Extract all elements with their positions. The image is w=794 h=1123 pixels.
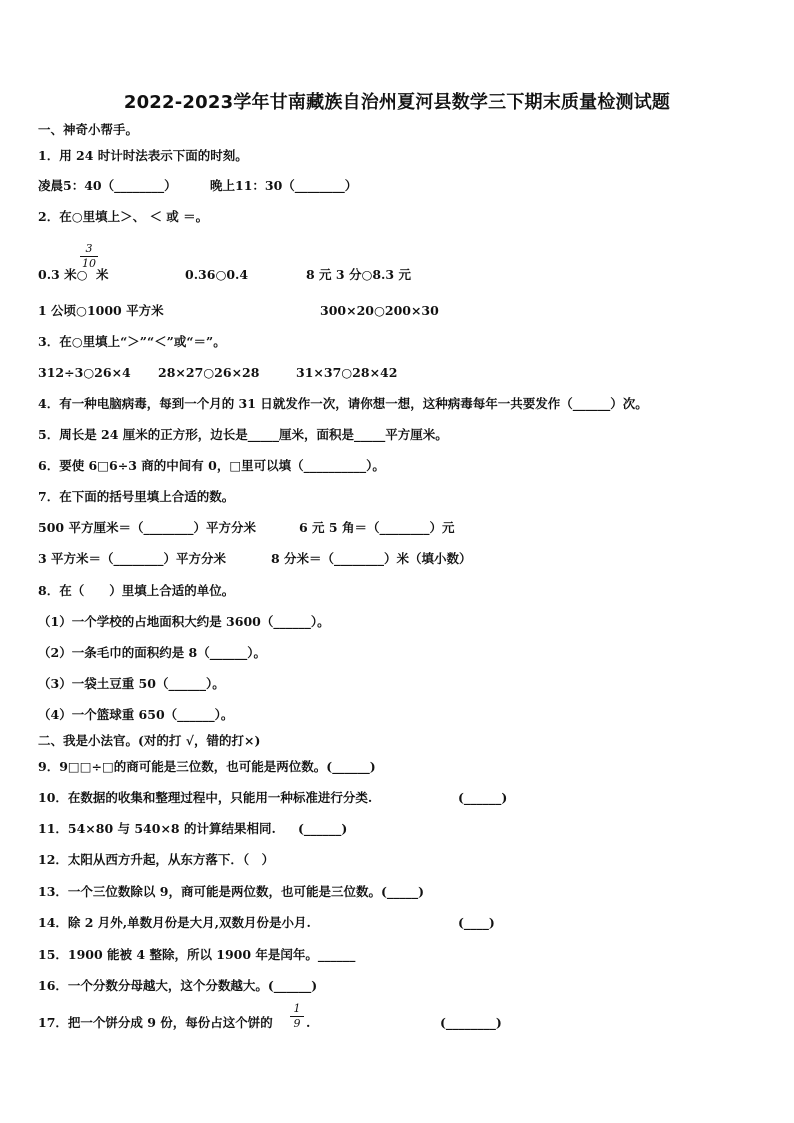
question-16: 16．一个分数分母越大，这个分数越大。(______) [38, 978, 318, 993]
question-9: 9．9□□÷□的商可能是三位数，也可能是两位数。(______) [38, 759, 376, 774]
question-1a: 凌晨5：40（________） [38, 178, 177, 193]
question-8b: （2）一条毛巾的面积约是 8（______）。 [38, 645, 266, 660]
question-8c: （3）一袋土豆重 50（______）。 [38, 676, 225, 691]
fraction-numerator: 1 [293, 1002, 301, 1015]
question-7a: 500 平方厘米＝（________）平方分米 [38, 520, 256, 535]
question-2a-right: 米 [96, 267, 109, 282]
question-17-period: . [306, 1015, 311, 1030]
question-11-answer: (______) [298, 821, 348, 836]
question-17-answer: (________) [440, 1015, 502, 1030]
fraction-numerator: 3 [85, 242, 93, 255]
question-7: 7．在下面的括号里填上合适的数。 [38, 489, 235, 504]
question-3c: 31×37○28×42 [296, 365, 398, 380]
question-14: 14．除 2 月外,单数月份是大月,双数月份是小月. [38, 915, 311, 930]
page-title: 2022-2023学年甘南藏族自治州夏河县数学三下期末质量检测试题 [123, 92, 671, 113]
question-7b: 6 元 5 角＝（________）元 [299, 520, 455, 535]
question-3: 3．在○里填上“＞”“＜”或“＝”。 [38, 334, 226, 349]
question-8: 8．在（ ）里填上合适的单位。 [38, 583, 235, 598]
question-2e: 300×20○200×30 [320, 303, 439, 318]
question-7c: 3 平方米＝（________）平方分米 [38, 551, 227, 566]
question-4: 4．有一种电脑病毒，每到一个月的 31 日就发作一次，请你想一想，这种病毒每年一共要发作（______）次。 [38, 396, 648, 411]
question-10-answer: (______) [458, 790, 508, 805]
question-5: 5．周长是 24 厘米的正方形，边长是_____厘米，面积是_____平方厘米。 [38, 427, 448, 442]
section-1-heading: 一、神奇小帮手。 [38, 122, 139, 137]
question-2c: 8 元 3 分○8.3 元 [306, 267, 411, 282]
question-3a: 312÷3○26×4 [38, 365, 131, 380]
question-2b: 0.36○0.4 [185, 267, 249, 282]
question-11: 11．54×80 与 540×8 的计算结果相同. [38, 821, 276, 836]
fraction-denominator: 10 [82, 257, 96, 270]
section-2-heading: 二、我是小法官。(对的打 √，错的打×) [38, 733, 261, 748]
question-6: 6．要使 6□6÷3 商的中间有 0，□里可以填（__________）。 [38, 458, 385, 473]
question-14-answer: (____) [458, 915, 495, 930]
question-13: 13．一个三位数除以 9，商可能是两位数，也可能是三位数。(_____) [38, 884, 425, 899]
question-8a: （1）一个学校的占地面积大约是 3600（______）。 [38, 614, 330, 629]
question-2a-left: 0.3 米○ [38, 267, 88, 282]
question-12: 12．太阳从西方升起，从东方落下．（ ） [38, 852, 275, 867]
question-2: 2．在○里填上＞、 ＜ 或 ＝。 [38, 209, 209, 224]
question-15: 15．1900 能被 4 整除，所以 1900 年是闰年。______ [38, 947, 356, 962]
question-2d: 1 公顷○1000 平方米 [38, 303, 164, 318]
question-1b: 晚上11：30（________） [210, 178, 358, 193]
fraction-denominator: 9 [293, 1017, 301, 1030]
question-10: 10．在数据的收集和整理过程中，只能用一种标准进行分类. [38, 790, 373, 805]
question-1: 1．用 24 时计时法表示下面的时刻。 [38, 148, 248, 163]
fraction-3-10 [80, 243, 98, 270]
fraction-1-9 [290, 1003, 304, 1030]
question-17: 17．把一个饼分成 9 份，每份占这个饼的 [38, 1015, 273, 1030]
question-7d: 8 分米＝（________）米（填小数） [271, 551, 472, 566]
question-3b: 28×27○26×28 [158, 365, 260, 380]
question-8d: （4）一个篮球重 650（______）。 [38, 707, 234, 722]
